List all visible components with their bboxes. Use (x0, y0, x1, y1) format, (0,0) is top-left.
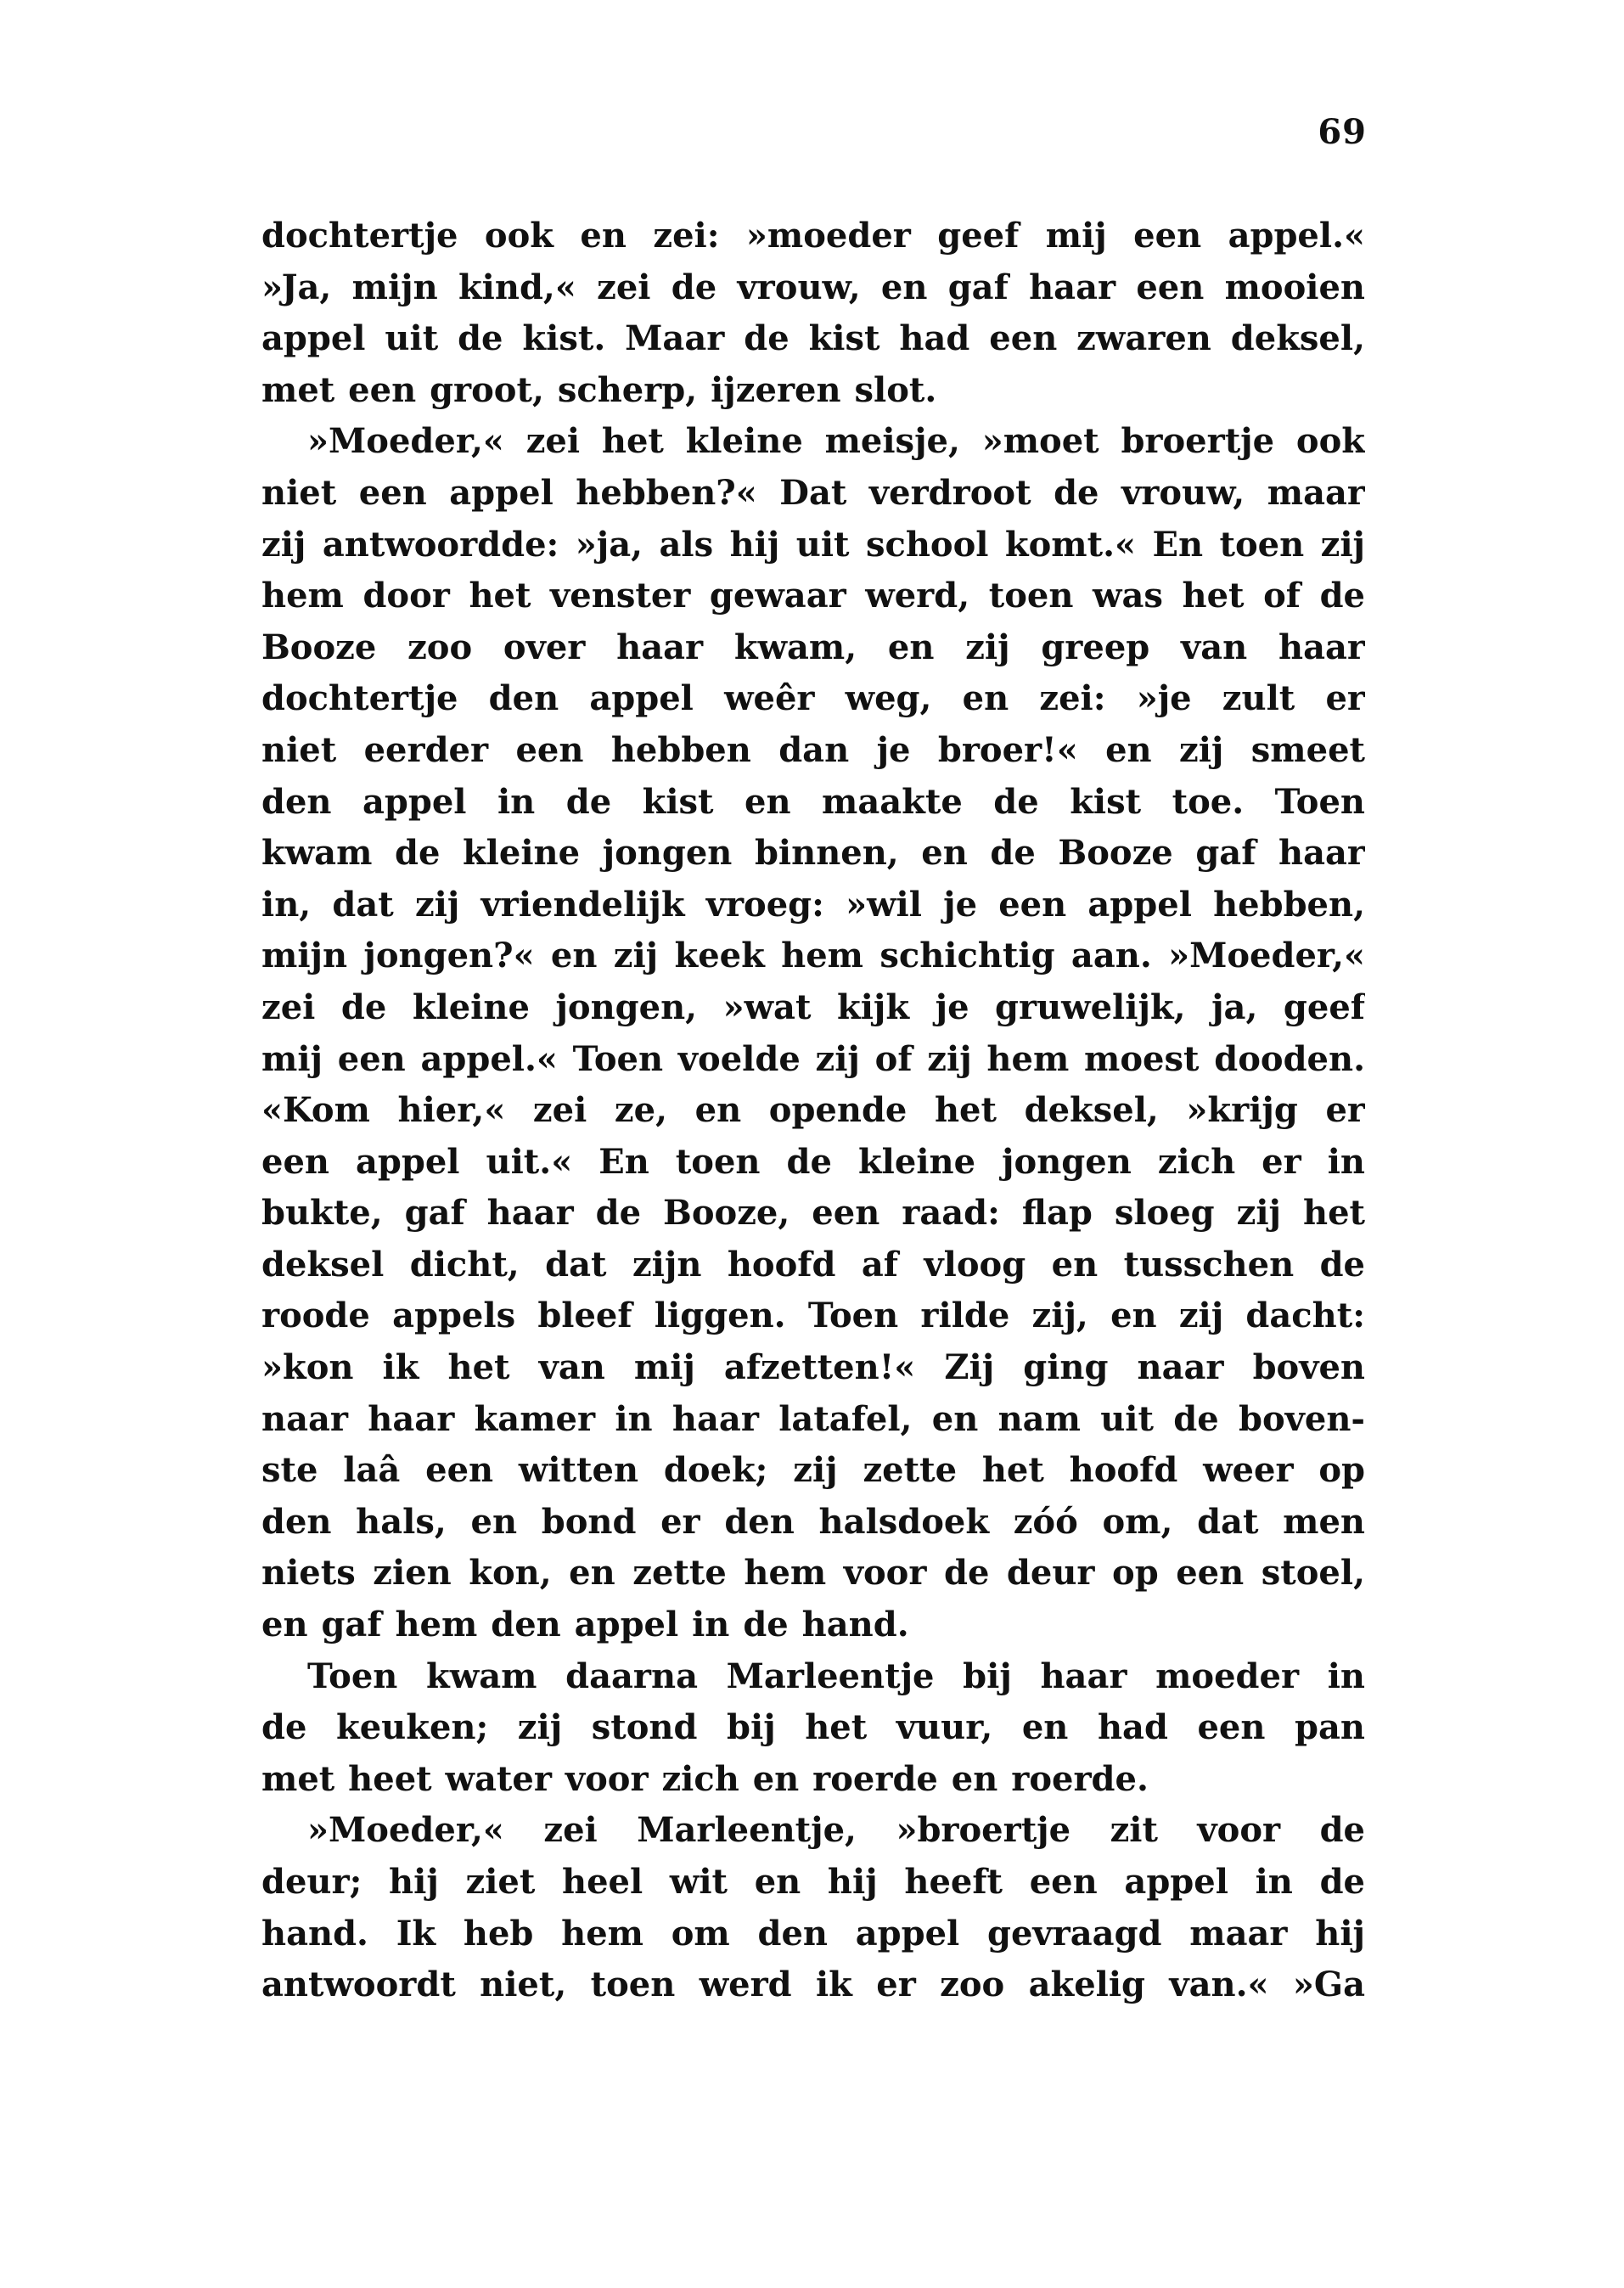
text-line: deur; hij ziet heel wit en hij heeft een appel in de (261, 1862, 1365, 1902)
text-line: en gaf hem den appel in de hand. (261, 1605, 909, 1645)
text-line: appel uit de kist. Maar de kist had een zwaren deksel, (261, 318, 1365, 359)
text-line: met een groot, scherp, ijzeren slot. (261, 369, 937, 410)
text-line: de keuken; zij stond bij het vuur, en had een pan (261, 1707, 1365, 1748)
text-line: roode appels bleef liggen. Toen rilde zij, en zij dacht: (261, 1296, 1365, 1336)
text-line: ste laâ een witten doek; zij zette het hoofd weer op (261, 1450, 1365, 1491)
text-line: in, dat zij vriendelijk vroeg: »wil je een appel hebben, (261, 884, 1365, 925)
text-line: »kon ik het van mij afzetten!« Zij ging naar boven (261, 1347, 1365, 1388)
text-line: »Moeder,« zei Marleentje, »broertje zit voor de (307, 1810, 1365, 1851)
text-line: niet eerder een hebben dan je broer!« en zij smeet (261, 729, 1365, 770)
text-line: zei de kleine jongen, »wat kijk je gruwelijk, ja, geef (261, 987, 1365, 1027)
text-line: dochtertje ook en zei: »moeder geef mij een appel.« (261, 216, 1365, 256)
text-line: »Ja, mijn kind,« zei de vrouw, en gaf haar een mooien (261, 267, 1365, 307)
text-line: zij antwoordde: »ja, als hij uit school komt.« En toen zij (261, 524, 1365, 565)
text-line: den appel in de kist en maakte de kist toe. Toen (261, 781, 1365, 822)
text-line: kwam de kleine jongen binnen, en de Booze gaf haar (261, 833, 1365, 874)
text-line: dochtertje den appel weêr weg, en zei: »je zult er (261, 678, 1365, 719)
text-line: »Moeder,« zei het kleine meisje, »moet broertje ook (307, 421, 1365, 462)
text-line: «Kom hier,« zei ze, en opende het deksel, »krijg er (261, 1090, 1365, 1131)
text-line: antwoordt niet, toen werd ik er zoo akelig van.« »Ga (261, 1965, 1365, 2005)
text-line: bukte, gaf haar de Booze, een raad: flap sloeg zij het (261, 1193, 1365, 1234)
text-line: hand. Ik heb hem om den appel gevraagd maar hij (261, 1913, 1365, 1954)
text-line: Booze zoo over haar kwam, en zij greep van haar (261, 627, 1365, 667)
page-number: 69 (1318, 112, 1367, 152)
text-line: niets zien kon, en zette hem voor de deur op een stoel, (261, 1553, 1365, 1594)
text-line: een appel uit.« En toen de kleine jongen zich er in (261, 1141, 1365, 1182)
text-line: niet een appel hebben?« Dat verdroot de vrouw, maar (261, 472, 1365, 513)
text-line: hem door het venster gewaar werd, toen was het of de (261, 576, 1365, 616)
text-line: deksel dicht, dat zijn hoofd af vloog en tusschen de (261, 1244, 1365, 1285)
text-line: met heet water voor zich en roerde en roerde. (261, 1758, 1149, 1799)
text-line: naar haar kamer in haar latafel, en nam uit de boven- (261, 1398, 1365, 1439)
text-line: mijn jongen?« en zij keek hem schichtig aan. »Moeder,« (261, 936, 1365, 976)
body-text (261, 211, 1365, 2011)
text-line: Toen kwam daarna Marleentje bij haar moeder in (307, 1656, 1365, 1696)
text-line: den hals, en bond er den halsdoek zóó om, dat men (261, 1501, 1365, 1542)
text-line: mij een appel.« Toen voelde zij of zij hem moest dooden. (261, 1038, 1365, 1079)
